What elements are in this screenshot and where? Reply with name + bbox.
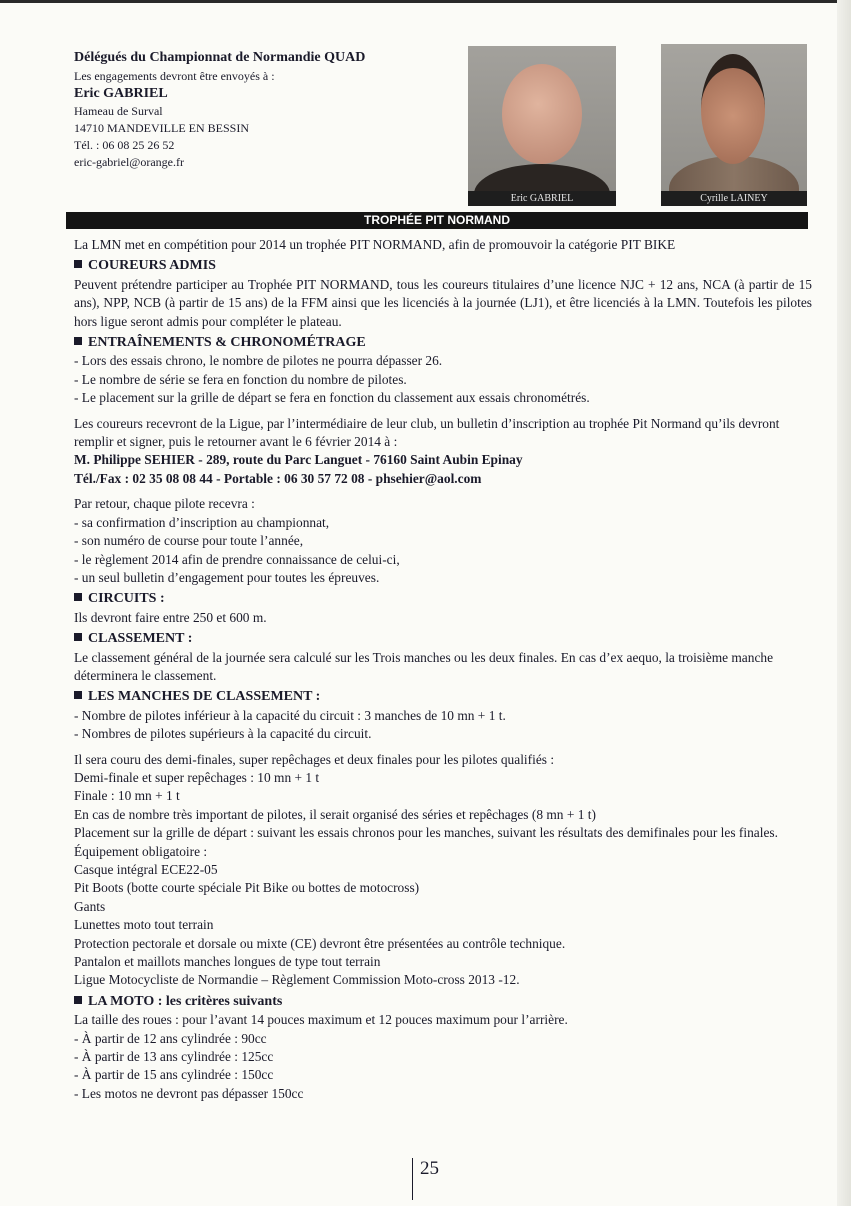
list-item: - Lors des essais chrono, le nombre de pilotes ne pourra dépasser 26.	[74, 353, 443, 369]
intro-paragraph: La LMN met en compétition pour 2014 un trophée PIT NORMAND, afin de promouvoir la catégorie PIT BIKE	[74, 237, 676, 252]
text-line: Pit Boots (botte courte spéciale Pit Bike ou bottes de motocross)	[74, 880, 420, 896]
paragraph: Par retour, chaque pilote recevra :	[74, 496, 255, 512]
list-item: - Le nombre de série se fera en fonction du nombre de pilotes.	[74, 371, 407, 387]
contact-name: Eric GABRIEL	[74, 86, 168, 101]
square-bullet-icon	[74, 633, 82, 641]
text-line: Placement sur la grille de départ : suivant les essais chronos pour les manches, suivant les résultats des demifinales pour les finales.	[74, 825, 778, 841]
list-item: - Le placement sur la grille de départ se fera en fonction du classement aux essais chronométrés.	[74, 390, 590, 406]
square-bullet-icon	[74, 691, 82, 699]
photo-caption: Eric GABRIEL	[468, 191, 616, 206]
section-heading: LES MANCHES DE CLASSEMENT :	[74, 688, 812, 706]
list-item: - À partir de 13 ans cylindrée : 125cc	[74, 1049, 274, 1065]
text-line: Gants	[74, 898, 106, 914]
square-bullet-icon	[74, 260, 82, 268]
square-bullet-icon	[74, 593, 82, 601]
section-heading: ENTRAÎNEMENTS & CHRONOMÉTRAGE	[74, 334, 812, 352]
section-heading: CIRCUITS :	[74, 590, 812, 608]
contact-email: eric-gabriel@orange.fr	[74, 155, 184, 169]
list-item: - son numéro de course pour toute l’année,	[74, 533, 304, 549]
text-line: Finale : 10 mn + 1 t	[74, 788, 180, 804]
square-bullet-icon	[74, 996, 82, 1004]
photo-cyrille-lainey	[661, 44, 807, 206]
contact-phone: Tél. : 06 08 25 26 52	[74, 138, 175, 152]
text-line: En cas de nombre très important de pilotes, il serait organisé des séries et repêchages (8 mn + 1 t)	[74, 806, 596, 822]
address-line: M. Philippe SEHIER - 289, route du Parc Languet - 76160 Saint Aubin Epinay	[74, 452, 523, 468]
top-rule	[0, 0, 851, 3]
text-line: La taille des roues : pour l’avant 14 pouces maximum et 12 pouces maximum pour l’arrière.	[74, 1012, 568, 1028]
list-item: - Nombres de pilotes supérieurs à la capacité du circuit.	[74, 726, 372, 742]
contact-address-2: 14710 MANDEVILLE EN BESSIN	[74, 121, 249, 135]
paragraph: Ils devront faire entre 250 et 600 m.	[74, 609, 267, 625]
list-item: - sa confirmation d’inscription au championnat,	[74, 514, 330, 530]
paragraph: Peuvent prétendre participer au Trophée PIT NORMAND, tous les coureurs titulaires d’une licence NJC + 12 ans, NCA (à partir de 15 ans), NPP, NCB (à partir de 15 ans) de la FFM ainsi que les licenciés à la journée (LJ1), et être licenciés à la LMN. Toutefois les pilotes hors ligue seront admis pour compléter le plateau.	[74, 276, 812, 329]
page-edge	[837, 0, 851, 1206]
photo-caption: Cyrille LAINEY	[661, 191, 807, 206]
paragraph: Le classement général de la journée sera calculé sur les Trois manches ou les deux finales. En cas d’ex aequo, la troisième manche déterminera le classement.	[74, 649, 774, 683]
photo-eric-gabriel	[468, 46, 616, 206]
list-item: - À partir de 12 ans cylindrée : 90cc	[74, 1030, 267, 1046]
square-bullet-icon	[74, 337, 82, 345]
section-banner: TROPHÉE PIT NORMAND	[66, 212, 808, 229]
section-heading: COUREURS ADMIS	[74, 257, 812, 275]
text-line: Demi-finale et super repêchages : 10 mn + 1 t	[74, 769, 320, 785]
page-number: 25	[412, 1158, 439, 1200]
list-item: - un seul bulletin d’engagement pour toutes les épreuves.	[74, 569, 380, 585]
list-item: - Les motos ne devront pas dépasser 150cc	[74, 1085, 304, 1101]
section-heading: CLASSEMENT :	[74, 630, 812, 648]
phone-line: Tél./Fax : 02 35 08 08 44 - Portable : 06 30 57 72 08 - phsehier@aol.com	[74, 470, 482, 486]
text-line: Lunettes moto tout terrain	[74, 917, 214, 933]
article-body	[74, 236, 812, 1103]
contact-intro: Les engagements devront être envoyés à :	[74, 69, 275, 83]
list-item: - le règlement 2014 afin de prendre connaissance de celui-ci,	[74, 551, 400, 567]
text-line: Pantalon et maillots manches longues de type tout terrain	[74, 954, 381, 970]
text-line: Équipement obligatoire :	[74, 843, 208, 859]
text-line: Il sera couru des demi-finales, super repêchages et deux finales pour les pilotes qualifiés :	[74, 751, 555, 767]
section-heading: LA MOTO : les critères suivants	[74, 993, 812, 1011]
text-line: Casque intégral ECE22-05	[74, 862, 218, 877]
list-item: - À partir de 15 ans cylindrée : 150cc	[74, 1067, 274, 1083]
text-line: Ligue Motocycliste de Normandie – Règlement Commission Moto-cross 2013 -12.	[74, 972, 520, 988]
contact-title: Délégués du Championnat de Normandie QUAD	[74, 50, 366, 65]
text-line: Protection pectorale et dorsale ou mixte (CE) devront être présentées au contrôle technique.	[74, 935, 566, 951]
paragraph: Les coureurs recevront de la Ligue, par l’intermédiaire de leur club, un bulletin d’inscription au trophée Pit Normand qu’ils devront remplir et signer, puis le retourner avant le 6 février 2014 à :	[74, 415, 780, 450]
contact-block	[74, 50, 434, 171]
contact-address-1: Hameau de Surval	[74, 104, 163, 118]
list-item: - Nombre de pilotes inférieur à la capacité du circuit : 3 manches de 10 mn + 1 t.	[74, 707, 506, 723]
